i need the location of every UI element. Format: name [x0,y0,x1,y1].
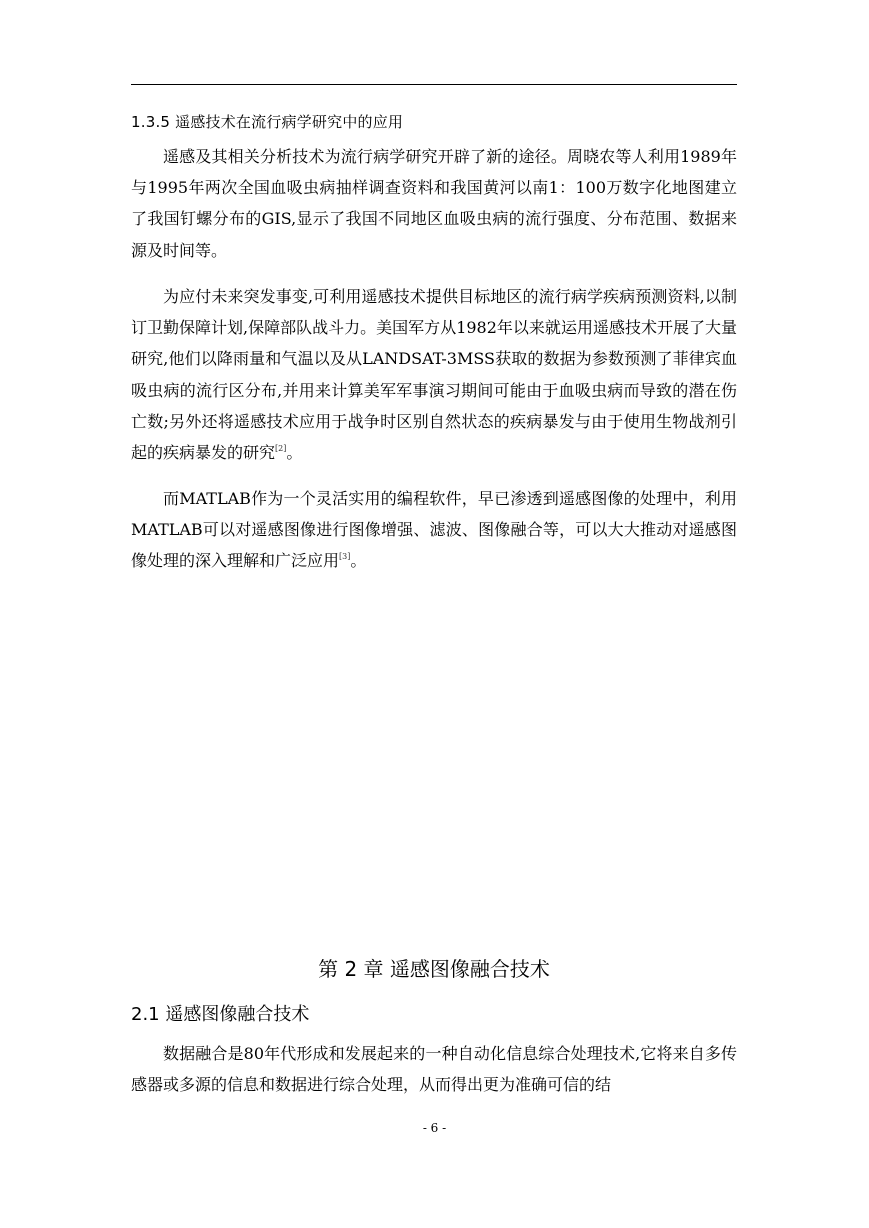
page-number: - 6 - [422,1121,447,1135]
citation-3: [3] [339,552,351,562]
paragraph-text: 而MATLAB作为一个灵活实用的编程软件，早已渗透到遥感图像的处理中，利用MATLAB可以对遥感图像进行图像增强、滤波、图像融合等，可以大大推动对遥感图像处理的深入理解和广泛应用 [131,489,737,571]
paragraph-military-prediction [131,281,737,468]
header-rule [131,84,737,85]
chapter-2-title: 第 2 章 遥感图像融合技术 [318,957,550,981]
paragraph-matlab [131,483,737,577]
subsection-heading-1-3-5: 1.3.5 遥感技术在流行病学研究中的应用 [131,113,404,131]
citation-2: [2] [275,444,287,454]
paragraph-end: 。 [286,443,303,463]
section-heading-2-1: 2.1 遥感图像融合技术 [131,1004,310,1025]
paragraph-data-fusion: 数据融合是80年代形成和发展起来的一种自动化信息综合处理技术,它将来自多传感器或多源的信息和数据进行综合处理，从而得出更为准确可信的结 [131,1044,737,1095]
paragraph-text: 为应付未来突发事变,可利用遥感技术提供目标地区的流行病学疾病预测资料,以制订卫勤保障计划,保障部队战斗力。美国军方从1982年以来就运用遥感技术开展了大量研究,他们以降雨量和气温以及从LANDSAT-3MSS获取的数据为参数预测了菲律宾血吸虫病的流行区分布,并用来计算美军军事演习期间可能由于血吸虫病而导致的潜在伤亡数;另外还将遥感技术应用于战争时区别自然状态的疾病暴发与由于使用生物战剂引起的疾病暴发的研究 [131,287,737,463]
paragraph-end: 。 [350,551,367,571]
paragraph-gis-schistosomiasis: 遥感及其相关分析技术为流行病学研究开辟了新的途径。周晓农等人利用1989年与1995年两次全国血吸虫病抽样调查资料和我国黄河以南1：100万数字化地图建立了我国钉螺分布的GIS,显示了我国不同地区血吸虫病的流行强度、分布范围、数据来源及时间等。 [131,147,737,260]
